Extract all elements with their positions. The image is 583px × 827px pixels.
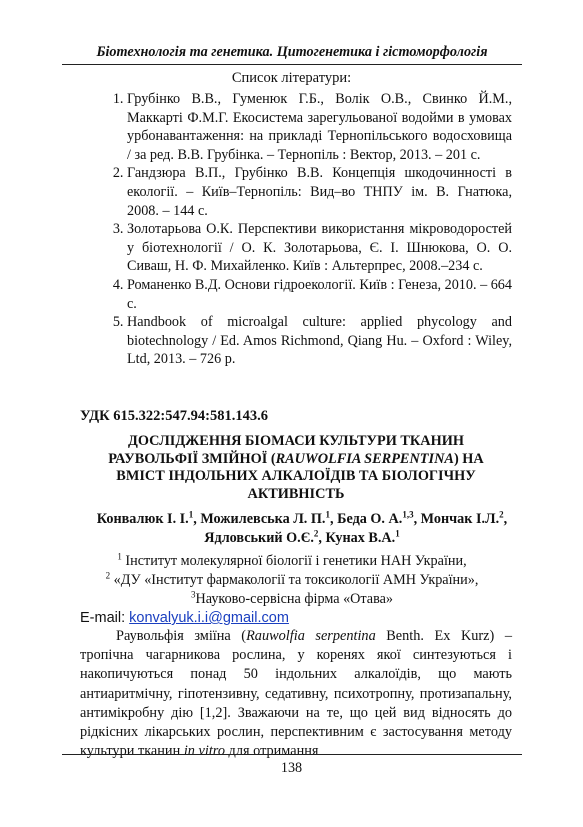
title-part: ) НА ВМІСТ ІНДОЛЬНИХ АЛКАЛОЇДІВ ТА БІОЛОГІЧНУ АКТИВНІСТЬ xyxy=(116,450,484,502)
abstract-latin-name: Rauwolfia serpentina xyxy=(246,628,376,644)
author-name: Ядловський О.Є. xyxy=(204,529,314,546)
abstract-text: Benth. Ex Kurz) – тропічна чагарникова рослина, у коренях якої синтезуються і накопичуються понад 50 індольних алкалоїдів, що мають антиаритмічну, гіпотензивну, седативну, психотропну, протизапальну, антимікробну дію [1,2]. Зважаючи на те, що цей вид відносять до рідкісних лікарських рослин, перспективним є застосування методу культури тканин xyxy=(80,628,512,760)
author xyxy=(421,511,508,527)
author-affiliation-mark: 2 xyxy=(313,528,319,539)
affiliation-mark: 2 xyxy=(105,570,111,581)
author-separator: , xyxy=(318,529,326,546)
abstract-text: Раувольфія зміїна ( xyxy=(116,628,247,644)
page-number: 138 xyxy=(280,760,303,776)
reference-item: 2. Гандзюра В.П., Грубінко В.В. Концепція шкодочинності в екології. – Київ–Тернопіль: Вид–во ТНПУ ім. В. Гнатюка, 2008. – 144 с. xyxy=(127,164,512,220)
author xyxy=(97,511,201,527)
author xyxy=(204,530,325,546)
authors-line xyxy=(82,510,522,548)
reference-item: 5. Handbook of microalgal culture: applied phycology and biotechnology / Ed. Amos Richmond, Qiang Hu. – Oxford : Wiley, Ltd, 2013. – 726 p. xyxy=(127,313,512,369)
author-separator: , xyxy=(193,511,201,527)
author-separator: , xyxy=(413,511,421,527)
article-title xyxy=(95,433,497,503)
author xyxy=(325,530,399,546)
udk-code: УДК 615.322:547.94:581.143.6 xyxy=(80,408,268,424)
running-header: Біотехнологія та генетика. Цитогенетика і гістоморфологія xyxy=(96,44,488,60)
abstract-paragraph xyxy=(80,627,512,761)
author-name: Кунах В.А. xyxy=(325,529,396,546)
title-latin-name: RAUWOLFIA SERPENTINA xyxy=(275,450,454,467)
author-name: Конвалюк І. І. xyxy=(96,511,189,527)
author-name: Беда О. А. xyxy=(337,511,403,527)
author xyxy=(200,511,337,527)
author-affiliation-mark: 1 xyxy=(188,509,194,520)
affiliation xyxy=(62,571,522,590)
affiliation-mark: 3 xyxy=(191,589,196,600)
references-title: Список літератури: xyxy=(231,70,352,86)
abstract-text: для отримання xyxy=(224,743,319,760)
affiliation xyxy=(62,590,522,609)
reference-item: 3. Золотарьова О.К. Перспективи використання мікроводоростей у біотехнології / О. К. Золотарьова, Є. І. Шнюкова, О. О. Сиваш, Н. Ф. Михайленко. Київ : Альтерпрес, 2008.–234 с. xyxy=(127,220,512,276)
author-affiliation-mark: 1 xyxy=(395,528,400,539)
author-name: Можилевська Л. П. xyxy=(200,511,326,527)
abstract-latin-term: in vitro xyxy=(183,743,225,760)
author xyxy=(337,511,421,527)
author-separator: , xyxy=(329,511,338,527)
affiliation xyxy=(62,552,522,571)
author-separator: , xyxy=(503,511,508,527)
author-affiliation-mark: 1 xyxy=(325,509,330,520)
email-link[interactable]: konvalyuk.i.i@gmail.com xyxy=(129,610,289,626)
footer-divider xyxy=(62,754,522,755)
reference-item: 4. Романенко В.Д. Основи гідроекології. Київ : Генеза, 2010. – 664 с. xyxy=(127,276,512,313)
author-affiliation-mark: 2 xyxy=(499,509,504,520)
affiliations xyxy=(62,552,522,609)
reference-item: 1. Грубінко В.В., Гуменюк Г.Б., Волік О.В., Свинко Й.М., Маккарті Ф.М.Г. Екосистема зарегульованої водойми в умовах урбонавантаження: на прикладі Тернопільського водосховища / за ред. В.В. Грубінка. – Тернопіль : Вектор, 2013. – 201 с. xyxy=(127,90,512,164)
title-part: ДОСЛІДЖЕННЯ БІОМАСИ КУЛЬТУРИ ТКАНИН РАУВОЛЬФІЇ ЗМІЙНОЇ ( xyxy=(108,433,464,467)
affiliation-text: Інститут молекулярної біології і генетики НАН України, xyxy=(121,553,467,569)
author-name: Мончак І.Л. xyxy=(420,511,500,527)
email-label: E-mail: xyxy=(80,610,130,626)
email-line xyxy=(80,610,289,626)
references-list xyxy=(80,90,512,369)
affiliation-text: Науково-сервісна фірма «Отава» xyxy=(195,591,393,607)
author-affiliation-mark: 1,3 xyxy=(402,509,414,520)
affiliation-mark: 1 xyxy=(117,551,122,562)
header-divider xyxy=(62,64,522,65)
affiliation-text: «ДУ «Інститут фармакології та токсикології АМН України», xyxy=(110,572,479,588)
